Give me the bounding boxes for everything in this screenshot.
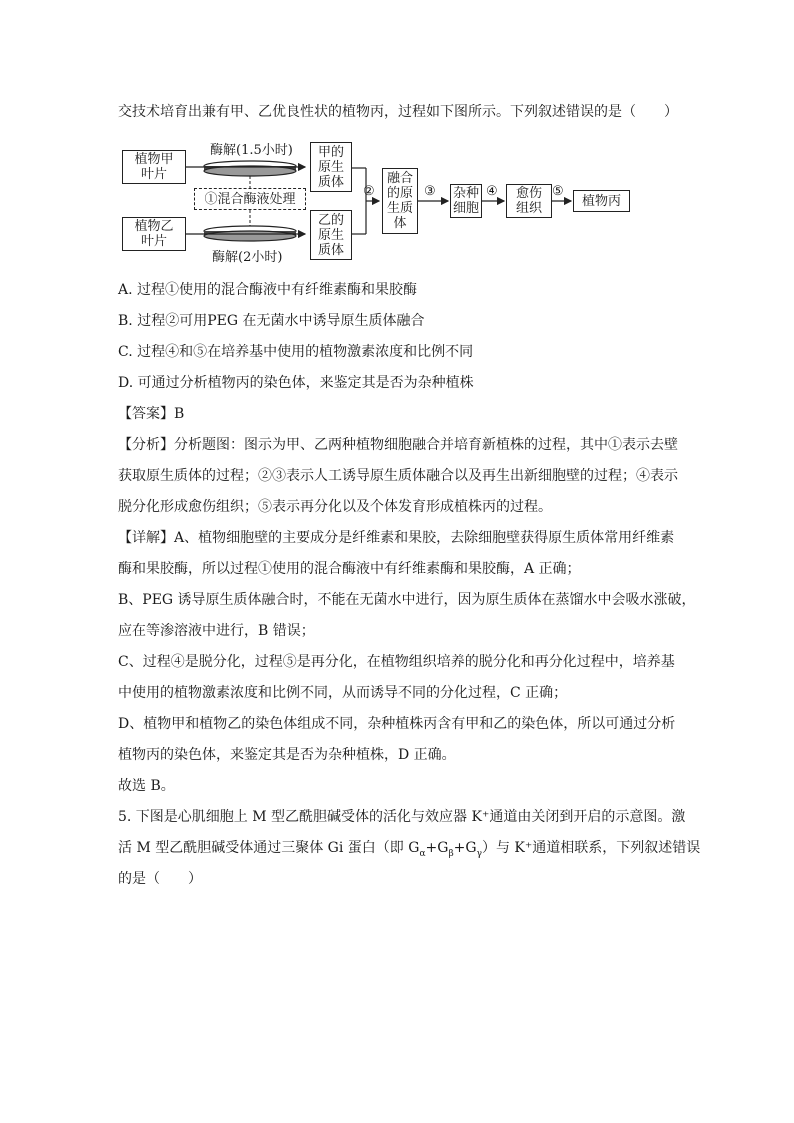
detail-line-5: C、过程④是脱分化，过程⑤是再分化，在植物组织培养的脱分化和再分化过程中，培养基 — [118, 654, 675, 670]
fused-line2: 的原 — [386, 186, 413, 201]
step-5-label: ⑤ — [552, 184, 564, 199]
hybrid-line2: 细胞 — [452, 201, 479, 216]
plant-a-line2: 叶片 — [140, 167, 167, 182]
detail-line-8: 植物丙的染色体，来鉴定其是否为杂种植株，D 正确。 — [118, 747, 456, 763]
hybrid-line1: 杂种 — [452, 186, 479, 201]
enzyme-bottom-label: 酶解(2小时) — [212, 250, 283, 265]
detail-line-9: 故选 B。 — [118, 778, 175, 794]
g-beta: β — [448, 848, 454, 859]
callus-line2: 组织 — [515, 201, 542, 216]
step-2-label: ② — [363, 184, 375, 199]
callus-box — [506, 184, 552, 218]
plant-b-line1: 植物乙 — [134, 219, 174, 234]
fused-line4: 体 — [393, 216, 407, 231]
proto-a-line2: 原生 — [317, 159, 344, 175]
detail-line-6: 中使用的植物激素浓度和比例不同，从而诱导不同的分化过程，C 正确； — [118, 685, 568, 701]
q5-line-3: 的是（ ） — [118, 871, 202, 887]
proto-a-line1: 甲的 — [317, 144, 344, 160]
mixed-enzyme-box — [194, 188, 306, 210]
fused-line1: 融合 — [386, 171, 413, 186]
plant-c-label: 植物丙 — [581, 193, 621, 209]
q5-plus-2: +G — [453, 840, 477, 856]
step-3-label: ③ — [424, 184, 436, 199]
q5-plus-1: +G — [425, 840, 449, 856]
option-c: C. 过程④和⑤在培养基中使用的植物激素浓度和比例不同 — [118, 344, 474, 360]
protoplast-b-box — [310, 210, 352, 260]
question-intro: 交技术培育出兼有甲、乙优良性状的植物丙，过程如下图所示。下列叙述错误的是（ ） — [118, 104, 678, 120]
analysis-line-2: 获取原生质体的过程；②③表示人工诱导原生质体融合以及再生出新细胞壁的过程；④表示 — [118, 468, 678, 484]
detail-line-4: 应在等渗溶液中进行，B 错误； — [118, 623, 315, 639]
plant-a-leaf-box — [122, 150, 186, 184]
fused-line3: 生质 — [386, 201, 413, 216]
analysis-line-1: 【分析】分析题图：图示为甲、乙两种植物细胞融合并培育新植株的过程，其中①表示去壁 — [118, 437, 678, 453]
option-d: D. 可通过分析植物丙的染色体，来鉴定其是否为杂种植株 — [118, 375, 474, 391]
q5-line-1: 5. 下图是心肌细胞上 M 型乙酰胆碱受体的活化与效应器 K⁺通道由关闭到开启的示意图。激 — [118, 809, 686, 825]
plant-c-box — [573, 190, 630, 212]
g-gamma: γ — [476, 848, 482, 859]
q5-line-2-a: 活 M 型乙酰胆碱受体通过三聚体 Gi 蛋白（即 G — [118, 840, 420, 856]
fused-protoplast-box — [382, 168, 418, 234]
proto-b-line3: 质体 — [317, 242, 344, 258]
detail-line-3: B、PEG 诱导原生质体融合时，不能在无菌水中进行，因为原生质体在蒸馏水中会吸水涨破， — [118, 592, 696, 608]
proto-b-line1: 乙的 — [317, 212, 344, 228]
enzyme-top-label: 酶解(1.5小时) — [210, 143, 293, 158]
step-4-label: ④ — [486, 184, 498, 199]
callus-line1: 愈伤 — [515, 186, 542, 201]
answer-line: 【答案】B — [118, 406, 185, 422]
protoplast-a-box — [310, 142, 352, 192]
detail-line-2: 酶和果胶酶，所以过程①使用的混合酶液中有纤维素酶和果胶酶，A 正确； — [118, 561, 581, 577]
plant-b-leaf-box — [122, 217, 186, 251]
mixed-enzyme-label: ①混合酶液处理 — [204, 191, 296, 207]
hybrid-cell-box — [450, 184, 482, 218]
proto-a-line3: 质体 — [317, 174, 344, 190]
option-b: B. 过程②可用PEG 在无菌水中诱导原生质体融合 — [118, 313, 425, 329]
g-alpha: α — [419, 848, 426, 859]
q5-line-2 — [118, 838, 700, 864]
q5-line-2-b: ）与 K⁺通道相联系，下列叙述错误 — [481, 840, 701, 856]
proto-b-line2: 原生 — [317, 227, 344, 243]
plant-b-line2: 叶片 — [140, 234, 167, 249]
detail-line-7: D、植物甲和植物乙的染色体组成不同，杂种植株丙含有甲和乙的染色体，所以可通过分析 — [118, 716, 676, 732]
option-a: A. 过程①使用的混合酶液中有纤维素酶和果胶酶 — [118, 282, 418, 298]
analysis-line-3: 脱分化形成愈伤组织；⑤表示再分化以及个体发育形成植株丙的过程。 — [118, 499, 552, 515]
detail-line-1: 【详解】A、植物细胞壁的主要成分是纤维素和果胶，去除细胞壁获得原生质体常用纤维素 — [118, 530, 675, 546]
plant-a-line1: 植物甲 — [134, 152, 174, 167]
